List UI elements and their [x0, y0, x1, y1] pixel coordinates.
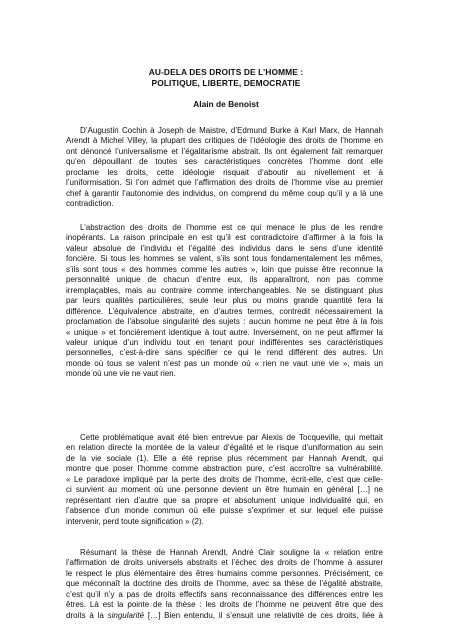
paragraph-line: ont dénoncé l’universalisme et l’égalitarisme abstrait. Ils ont également fait remarquer	[66, 146, 383, 156]
paragraph-text: […] Bien entendu, il s’ensuit une relativité de ces droits, liée à	[144, 610, 383, 620]
author-name: Alain de Benoist	[193, 99, 259, 109]
paragraph-line: « Le paradoxe impliqué par la perte des droits de l’homme, écrit-elle, c’est que celle-	[66, 474, 383, 484]
paragraph-line: foncière. Si tous les hommes se valent, s’ils sont tous fondamentalement les mêmes,	[66, 254, 383, 264]
paragraph-line: monde où une vie ne vaut rien.	[66, 369, 176, 379]
paragraph-line: de la vie sociale (1). Elle a été reprise plus récemment par Hannah Arendt, qui	[66, 453, 383, 463]
paragraph-line: valeur absolue de l’individu et l’égalité des individus dans le sens d’une identité	[66, 243, 383, 253]
paragraph-line: le respect le plus élémentaire des êtres humains comme personnes. Précisément, ce	[66, 568, 383, 578]
paragraph-line: par leurs qualités particulières, seule leur plus ou moins grande quantité fera la	[66, 296, 383, 306]
paragraph-line: monde où tous se valent n’est pas un monde où « rien ne vaut une vie », mais un	[66, 358, 383, 368]
paragraph-line: différence. L’équivalence abstraite, en d’autres termes, contredit nécessairement la	[66, 306, 383, 316]
paragraph-text: droits à la	[66, 610, 108, 620]
paragraph-line: s’ils sont tous « des hommes comme les autres », loin que puisse être reconnue la	[66, 264, 383, 274]
paragraph-line: qu’en dépouillant de toutes ses caractéristiques concrètes l’homme dont elle	[66, 157, 383, 167]
paragraph-line: en relation directe la montée de la valeur d’égalité et le risque d’uniformation au sein	[66, 443, 383, 453]
paragraph-line: D’Augustin Cochin à Joseph de Maistre, d’Edmund Burke à Karl Marx, de Hannah	[80, 126, 383, 135]
paragraph-line: Cette problématique avait été bien entrevue par Alexis de Tocqueville, qui mettait	[80, 433, 383, 442]
paragraph-line: l’affirmation de droits universels abstraits et l’échec des droits de l’homme à assurer	[66, 558, 383, 568]
paragraph-line: intervenir, perd toute signification » (2).	[66, 516, 204, 526]
paragraph-line: proclame les droits, cette idéologie risquait d’aboutir au nivellement et à	[66, 167, 383, 177]
paragraph-line: « unique » et foncièrement identique à tout autre. Inversement, on ne peut affirmer la	[66, 327, 383, 337]
document-title-line-1: AU-DELA DES DROITS DE L’HOMME :	[148, 67, 304, 77]
paragraph-4	[66, 548, 383, 621]
paragraph-line: c’est qu’il n’y a pas de droits effectifs sans reconnaissance des différences entre les	[66, 589, 383, 599]
paragraph-line: que méconnaît la doctrine des droits de l’homme, avec sa thèse de l’égalité abstraite,	[66, 579, 383, 589]
paragraph-2	[66, 223, 383, 380]
paragraph-line	[66, 611, 383, 621]
paragraph-line: Résumant la thèse de Hannah Arendt, André Clair souligne la « relation entre	[80, 548, 383, 557]
paragraph-line: proclamation de l’absolue singularité des sujets : aucun homme ne peut être à la fois	[66, 317, 383, 327]
paragraph-1	[66, 126, 383, 210]
paragraph-3	[66, 433, 383, 527]
paragraph-line: contradiction.	[66, 199, 114, 209]
paragraph-line: l’absence d’un monde commun où elle puisse s’exprimer et sur lequel elle puisse	[66, 506, 383, 516]
paragraph-line: montre que poser l’homme comme abstraction pure, c’est accroître sa vulnérabilité.	[66, 464, 383, 474]
emphasis-singularite: singularité	[107, 610, 145, 620]
paragraph-line: irremplaçables, mais au contraire comme interchangeables. Ne se distinguant plus	[66, 285, 383, 295]
paragraph-line: ci survient au moment où une personne devient un être humain en général […] ne	[66, 485, 383, 495]
paragraph-line: êtres. Là est la pointe de la thèse : les droits de l’homme ne peuvent être que des	[66, 600, 383, 610]
paragraph-line: inopérants. La raison principale en est qu’il est contradictoire d’affirmer à la fois la	[66, 233, 383, 243]
paragraph-line: L’abstraction des droits de l’homme est ce qui menace le plus de les rendre	[80, 223, 383, 232]
paragraph-line: personnelles, c’est-à-dire sans spécifier ce qui le rend différent des autres. Un	[66, 348, 383, 358]
paragraph-line: valeur unique d’un individu tout en tenant pour indifférentes ses caractéristiques	[66, 337, 383, 347]
paragraph-line: Arendt à Michel Villey, la plupart des critiques de l’idéologie des droits de l’homme en	[66, 136, 383, 146]
paragraph-line: l’uniformisation. Si l’on admet que l’affirmation des droits de l’homme vise au premier	[66, 178, 383, 188]
paragraph-line: chef à garantir l’autonomie des individus, on comprend du même coup qu’il y a là une	[66, 188, 383, 198]
paragraph-line: personnalité unique de chacun d’entre eux, ils apparaîtront, non pas comme	[66, 275, 383, 285]
paragraph-line: représentant rien d’autre que sa propre et absolument unique individualité qui, en	[66, 495, 383, 505]
document-title-line-2: POLITIQUE, LIBERTE, DEMOCRATIE	[151, 78, 301, 88]
